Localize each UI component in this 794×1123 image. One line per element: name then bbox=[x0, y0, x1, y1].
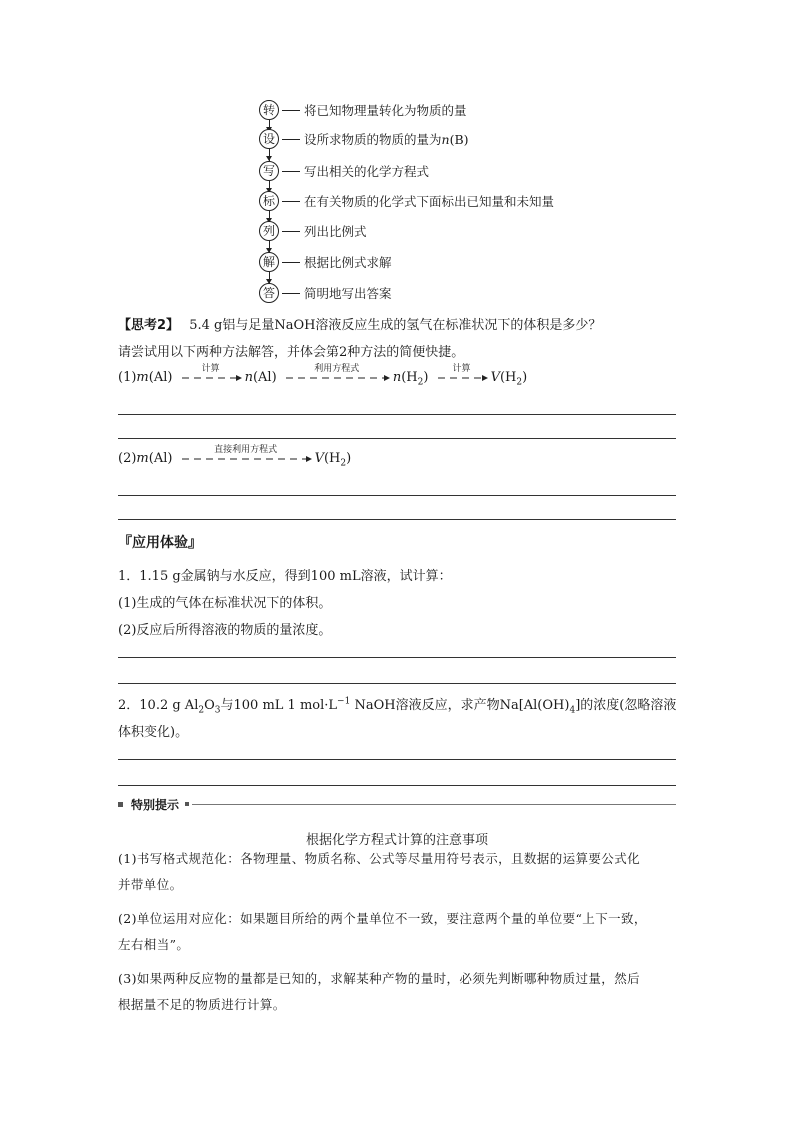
tip-paragraph-2 bbox=[118, 906, 678, 958]
square-bullet-icon bbox=[185, 802, 189, 806]
q1-part1: (1)生成的气体在标准状况下的体积。 bbox=[118, 596, 332, 611]
step-text: 在有关物质的化学式下面标出已知量和未知量 bbox=[304, 194, 555, 209]
flow-var: m bbox=[136, 451, 149, 466]
step-circle: 标 bbox=[259, 191, 279, 211]
arrow-label: 计算 bbox=[452, 363, 471, 374]
q2-sub: 2 bbox=[198, 705, 205, 716]
step-dash bbox=[282, 171, 300, 172]
step-text: 将已知物理量转化为物质的量 bbox=[304, 103, 467, 118]
think-question bbox=[118, 314, 601, 333]
step-dash bbox=[282, 110, 300, 111]
answer-line bbox=[118, 759, 676, 760]
step-circle: 写 bbox=[259, 161, 279, 181]
flow-close: ) bbox=[346, 451, 352, 466]
method-2-prefix: (2) bbox=[118, 451, 137, 466]
tip-line: 并带单位。 bbox=[118, 877, 183, 892]
step-circle: 列 bbox=[259, 221, 279, 241]
flow-sub: 2 bbox=[516, 377, 523, 388]
arrow-label: 利用方程式 bbox=[314, 363, 360, 374]
tip-line: 左右相当”。 bbox=[118, 937, 190, 952]
answer-line bbox=[118, 495, 676, 496]
step-var: n bbox=[441, 132, 450, 147]
flow-close: ) bbox=[423, 370, 429, 385]
flow-var: V bbox=[490, 370, 500, 385]
step-text: 列出比例式 bbox=[304, 224, 367, 239]
q2-text: ]的浓度(忽略溶液 bbox=[575, 698, 677, 713]
flow-arrow bbox=[284, 363, 390, 382]
q2-line2: 体积变化)。 bbox=[118, 725, 189, 740]
arrow-right-icon bbox=[436, 374, 488, 382]
step-var-suffix: (B) bbox=[449, 132, 469, 147]
tip-line: (2)单位运用对应化：如果题目所给的两个量单位不一致，要注意两个量的单位要“上下一致， bbox=[118, 911, 647, 926]
answer-line bbox=[118, 683, 676, 684]
tip-header bbox=[118, 796, 676, 812]
flow-sub: 2 bbox=[340, 458, 347, 469]
step-text bbox=[304, 130, 469, 148]
q2-text: 2．10.2 g Al bbox=[118, 698, 199, 713]
q2-text: 与100 mL 1 mol·L bbox=[220, 698, 338, 713]
step-text: 根据比例式求解 bbox=[304, 255, 392, 270]
flow-close: ) bbox=[522, 370, 528, 385]
tip-line: (3)如果两种反应物的量都是已知的，求解某种产物的量时，必须先判断哪种物质过量，然后 bbox=[118, 971, 641, 986]
tip-rule bbox=[192, 804, 676, 805]
answer-line bbox=[118, 438, 676, 439]
flow-paren: (Al) bbox=[148, 451, 173, 466]
answer-line bbox=[118, 519, 676, 520]
flow-paren: (Al) bbox=[148, 370, 173, 385]
flow-arrow bbox=[436, 363, 488, 382]
think-question-text: 5.4 g铝与足量NaOH溶液反应生成的氢气在标准状况下的体积是多少？ bbox=[189, 318, 602, 333]
step-text: 写出相关的化学方程式 bbox=[304, 164, 430, 179]
section-title: 『应用体验』 bbox=[118, 535, 202, 551]
step-text-main: 设所求物质的物质的量为 bbox=[304, 132, 442, 147]
q2-text: NaOH溶液反应，求产物Na[Al(OH) bbox=[350, 698, 570, 713]
flow-sub: 2 bbox=[417, 377, 424, 388]
method-1-prefix: (1) bbox=[118, 370, 137, 385]
q1-part2: (2)反应后所得溶液的物质的量浓度。 bbox=[118, 623, 332, 638]
tip-paragraph-3 bbox=[118, 966, 678, 1018]
tip-paragraph-1 bbox=[118, 846, 678, 898]
step-text: 简明地写出答案 bbox=[304, 286, 392, 301]
method-1-flow bbox=[118, 363, 528, 398]
step-dash bbox=[282, 262, 300, 263]
q2-line1 bbox=[118, 694, 676, 716]
q1-stem: 1．1.15 g金属钠与水反应，得到100 mL溶液，试计算： bbox=[118, 569, 452, 584]
step-dash bbox=[282, 293, 300, 294]
step-item bbox=[259, 98, 467, 122]
method-2-flow bbox=[118, 444, 352, 479]
q2-sup: −1 bbox=[337, 696, 351, 707]
step-item bbox=[259, 159, 429, 183]
arrow-right-icon bbox=[180, 455, 312, 463]
arrow-right-icon bbox=[284, 374, 390, 382]
think-label: 【思考2】 bbox=[118, 318, 180, 333]
step-dash bbox=[282, 201, 300, 202]
think-instruction: 请尝试用以下两种方法解答，并体会第2种方法的简便快捷。 bbox=[118, 345, 465, 360]
answer-line bbox=[118, 414, 676, 415]
tip-title: 根据化学方程式计算的注意事项 bbox=[305, 833, 488, 848]
q2-sub: 3 bbox=[214, 705, 221, 716]
q2-sub: 4 bbox=[569, 705, 576, 716]
step-circle: 解 bbox=[259, 252, 279, 272]
step-item bbox=[259, 219, 367, 243]
flow-arrow bbox=[180, 363, 242, 382]
arrow-label: 直接利用方程式 bbox=[214, 444, 278, 455]
flow-var: m bbox=[136, 370, 149, 385]
step-circle: 设 bbox=[259, 129, 279, 149]
flow-var: V bbox=[314, 451, 324, 466]
step-dash bbox=[282, 139, 300, 140]
step-item bbox=[259, 281, 392, 305]
arrow-right-icon bbox=[180, 374, 242, 382]
flow-arrow bbox=[180, 444, 312, 463]
flow-paren: (H bbox=[401, 370, 418, 385]
q2-text: O bbox=[204, 698, 215, 713]
answer-line bbox=[118, 785, 676, 786]
step-circle: 答 bbox=[259, 283, 279, 303]
square-bullet-icon bbox=[118, 802, 123, 807]
tip-line: 根据量不足的物质进行计算。 bbox=[118, 997, 286, 1012]
tip-line: (1)书写格式规范化：各物理量、物质名称、公式等尽量用符号表示，且数据的运算要公式化 bbox=[118, 851, 641, 866]
flow-paren: (H bbox=[499, 370, 517, 385]
flow-paren: (H bbox=[323, 451, 341, 466]
step-item bbox=[259, 189, 554, 213]
arrow-label: 计算 bbox=[201, 363, 220, 374]
step-item bbox=[259, 127, 469, 151]
flow-paren: (Al) bbox=[252, 370, 277, 385]
answer-line bbox=[118, 657, 676, 658]
step-dash bbox=[282, 231, 300, 232]
flow-var: n bbox=[392, 370, 402, 385]
flow-var: n bbox=[244, 370, 253, 385]
step-circle: 转 bbox=[259, 100, 279, 120]
tip-label: 特别提示 bbox=[131, 797, 180, 812]
step-item bbox=[259, 250, 392, 274]
